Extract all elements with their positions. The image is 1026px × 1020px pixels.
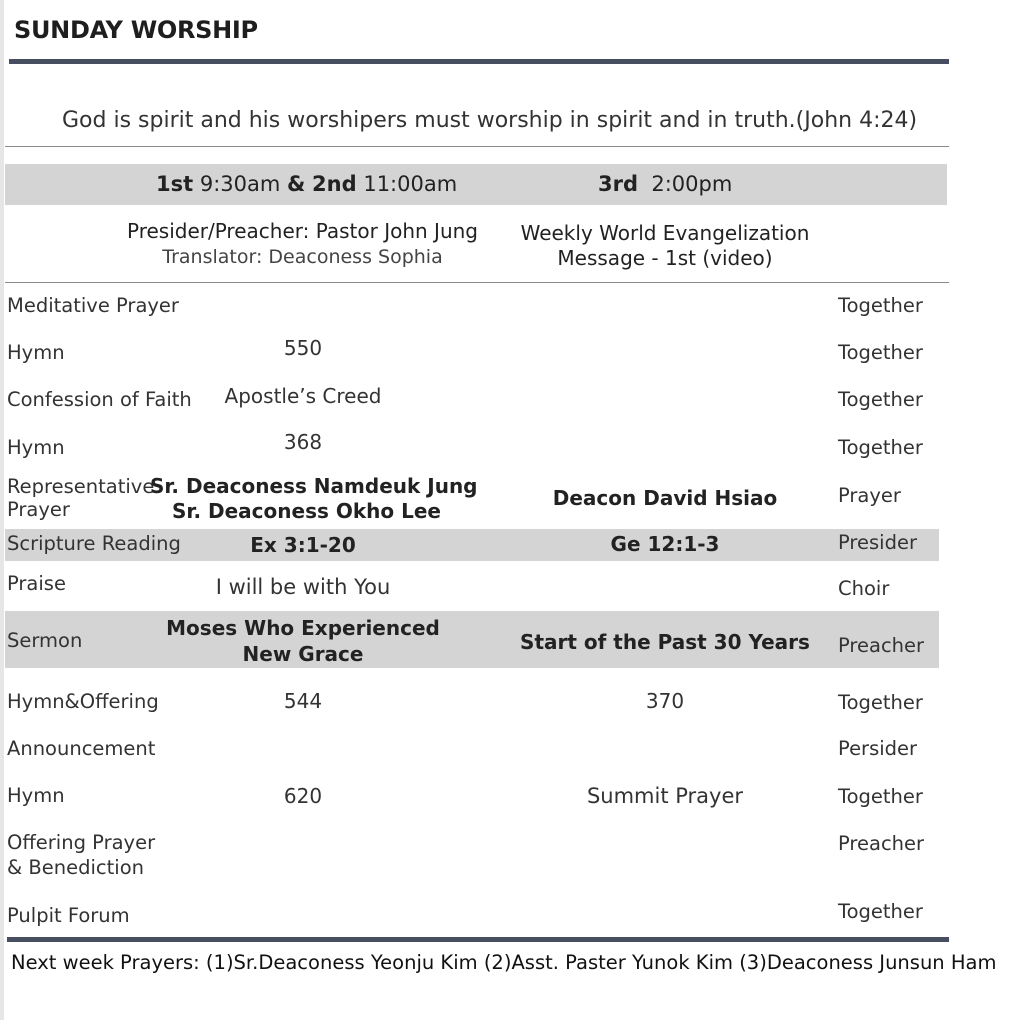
order-role-meditative-prayer: Together [838, 294, 923, 317]
order-role-hymn-1: Together [838, 341, 923, 364]
third-service-program: Weekly World Evangelization [520, 221, 810, 245]
third-service-label: 3rd [598, 172, 639, 196]
order-label-meditative-prayer: Meditative Prayer [7, 294, 179, 317]
order-label-benediction-2: & Benediction [7, 856, 145, 879]
second-service-label: 2nd [312, 172, 357, 196]
order-label-hymn-2: Hymn [7, 436, 65, 459]
order-early-rep-prayer-2: Sr. Deaconess Okho Lee [172, 499, 441, 523]
page-title: SUNDAY WORSHIP [14, 16, 258, 44]
order-role-sermon: Preacher [838, 634, 925, 657]
order-early-sermon-2: New Grace [242, 642, 364, 666]
order-label-hymn-3: Hymn [7, 784, 65, 807]
order-role-confession: Together [838, 388, 923, 411]
second-service-time: 11:00am [363, 172, 458, 196]
presider-divider [5, 282, 949, 283]
footer-divider [7, 937, 949, 942]
order-early-hymn-3: 620 [283, 784, 323, 808]
order-label-forum: Pulpit Forum [7, 904, 130, 927]
order-role-announcement: Persider [838, 737, 918, 760]
order-early-praise: I will be with You [215, 575, 391, 599]
order-label-offering: Hymn&Offering [7, 690, 159, 713]
order-label-benediction-1: Offering Prayer [7, 831, 156, 854]
order-label-confession: Confession of Faith [7, 388, 192, 411]
order-early-offering: 544 [283, 689, 323, 713]
presider-preacher: Presider/Preacher: Pastor John Jung [126, 219, 478, 243]
early-services-time [156, 172, 457, 196]
order-early-confession: Apostle’s Creed [224, 384, 382, 408]
scripture-verse: God is spirit and his worshipers must worship in spirit and in truth.(John 4:24) [62, 108, 918, 133]
service-times-band [5, 164, 947, 205]
third-service-time [598, 172, 732, 196]
order-label-hymn-1: Hymn [7, 341, 65, 364]
order-label-rep-prayer-2: Prayer [7, 498, 70, 521]
order-role-scripture: Presider [838, 531, 917, 554]
order-early-hymn-2: 368 [283, 430, 323, 454]
verse-divider [5, 146, 949, 147]
order-role-rep-prayer: Prayer [838, 484, 901, 507]
third-service-hour: 2:00pm [651, 172, 733, 196]
first-service-time: 9:30am [199, 172, 281, 196]
first-service-label: 1st [156, 172, 194, 196]
order-role-hymn-3: Together [838, 785, 923, 808]
order-early-sermon-1: Moses Who Experienced [166, 616, 440, 640]
page-edge [0, 0, 4, 1020]
order-role-praise: Choir [838, 577, 890, 600]
order-early-rep-prayer-1: Sr. Deaconess Namdeuk Jung [150, 474, 478, 498]
order-third-rep-prayer: Deacon David Hsiao [552, 486, 778, 510]
order-role-offering: Together [838, 691, 923, 714]
order-early-scripture: Ex 3:1-20 [250, 533, 356, 557]
order-label-praise: Praise [7, 572, 66, 595]
order-label-scripture: Scripture Reading [7, 532, 181, 555]
order-label-rep-prayer: Representative [7, 475, 155, 498]
third-service-program-sub: Message - 1st (video) [557, 246, 773, 270]
order-third-hymn-3: Summit Prayer [586, 784, 744, 808]
translator: Translator: Deaconess Sophia [162, 246, 443, 268]
service-ampersand: & [287, 172, 306, 196]
order-role-benediction: Preacher [838, 832, 925, 855]
order-label-announcement: Announcement [7, 737, 156, 760]
order-role-hymn-2: Together [838, 436, 923, 459]
title-divider [9, 59, 949, 64]
order-early-hymn-1: 550 [283, 336, 323, 360]
order-third-scripture: Ge 12:1-3 [610, 532, 720, 556]
order-third-sermon: Start of the Past 30 Years [520, 630, 810, 654]
order-role-forum: Together [838, 900, 923, 923]
next-week-prayers: Next week Prayers: (1)Sr.Deaconess Yeonju Kim (2)Asst. Paster Yunok Kim (3)Deaconess Junsun Ham [11, 951, 997, 974]
order-label-sermon: Sermon [7, 629, 83, 652]
order-third-offering: 370 [645, 689, 685, 713]
